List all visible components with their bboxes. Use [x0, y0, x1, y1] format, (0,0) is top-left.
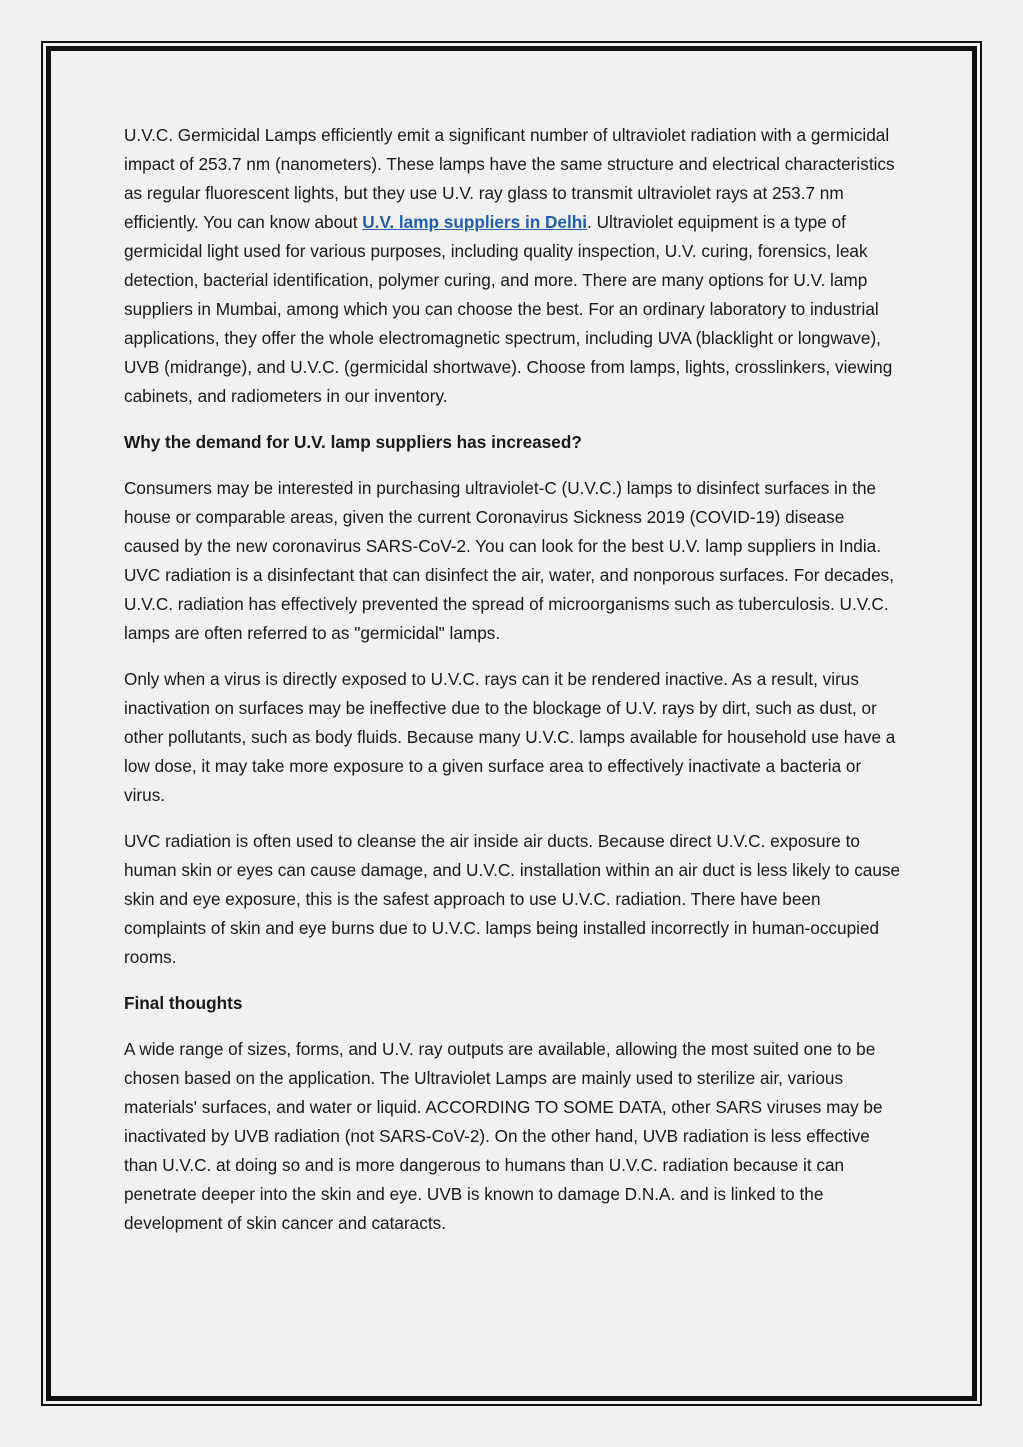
paragraph-intro [124, 121, 904, 411]
heading-demand: Why the demand for U.V. lamp suppliers has increased? [124, 432, 582, 452]
paragraph-consumers: Consumers may be interested in purchasing ultraviolet-C (U.V.C.) lamps to disinfect surfaces in the house or comparable areas, given the current Coronavirus Sickness 2019 (COVID-19) disease caused by the new coronavirus SARS-CoV-2. You can look for the best U.V. lamp suppliers in India. UVC radiation is a disinfectant that can disinfect the air, water, and nonporous surfaces. For decades, U.V.C. radiation has effectively prevented the spread of microorganisms such as tuberculosis. U.V.C. lamps are often referred to as "germicidal" lamps. [124, 478, 895, 643]
document-body [124, 121, 904, 1255]
paragraph-virus-exposure: Only when a virus is directly exposed to U.V.C. rays can it be rendered inactive. As a result, virus inactivation on surfaces may be ineffective due to the blockage of U.V. rays by dirt, such as dust, or other pollutants, such as body fluids. Because many U.V.C. lamps available for household use have a low dose, it may take more exposure to a given surface area to effectively inactivate a bacteria or virus. [124, 669, 896, 805]
paragraph-final: A wide range of sizes, forms, and U.V. ray outputs are available, allowing the most suited one to be chosen based on the application. The Ultraviolet Lamps are mainly used to sterilize air, various materials' surfaces, and water or liquid. ACCORDING TO SOME DATA, other SARS viruses may be inactivated by UVB radiation (not SARS-CoV-2). On the other hand, UVB radiation is less effective than U.V.C. at doing so and is more dangerous to humans than U.V.C. radiation because it can penetrate deeper into the skin and eye. UVB is known to damage D.N.A. and is linked to the development of skin cancer and cataracts. [124, 1039, 883, 1233]
paragraph-intro-text-1: U.V.C. Germicidal Lamps efficiently emit a significant number of ultraviolet radiation with a germicidal impact of 253.7 nm (nanometers). These lamps have the same structure and electrical characteristics as regular fluorescent lights, but they use U.V. ray glass to transmit ultraviolet rays at 253.7 nm efficiently. You can know about [124, 125, 895, 232]
uv-lamp-suppliers-delhi-link[interactable]: U.V. lamp suppliers in Delhi [362, 212, 588, 232]
paragraph-intro-text-2: . Ultraviolet equipment is a type of germicidal light used for various purposes, including quality inspection, U.V. curing, forensics, leak detection, bacterial identification, polymer curing, and more. There are many options for U.V. lamp suppliers in Mumbai, among which you can choose the best. For an ordinary laboratory to industrial applications, they offer the whole electromagnetic spectrum, including UVA (blacklight or longwave), UVB (midrange), and U.V.C. (germicidal shortwave). Choose from lamps, lights, crosslinkers, viewing cabinets, and radiometers in our inventory. [124, 212, 893, 406]
heading-final-thoughts: Final thoughts [124, 993, 243, 1013]
paragraph-air-ducts: UVC radiation is often used to cleanse the air inside air ducts. Because direct U.V.C. exposure to human skin or eyes can cause damage, and U.V.C. installation within an air duct is less likely to cause skin and eye exposure, this is the safest approach to use U.V.C. radiation. There have been complaints of skin and eye burns due to U.V.C. lamps being installed incorrectly in human-occupied rooms. [124, 831, 901, 967]
